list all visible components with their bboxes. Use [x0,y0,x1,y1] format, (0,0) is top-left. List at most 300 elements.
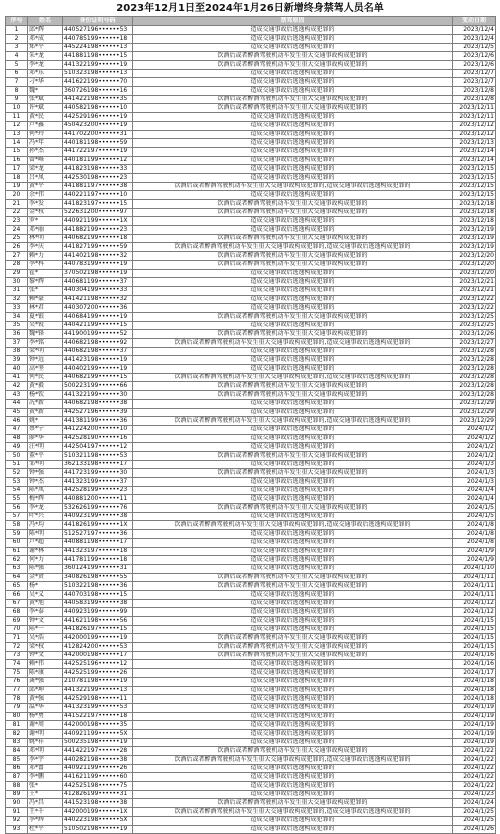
change-date-cell: 2023/12/19 [453,226,496,235]
row-number-cell: 69 [6,617,28,626]
table-row [6,790,496,799]
ban-reason-cell: 造成交通事故后逃逸构成犯罪的 [133,599,453,608]
ban-reason-cell: 造成交通事故后逃逸构成犯罪的 [133,712,453,721]
table-row [6,95,496,104]
id-number-cell: 442528199••••••23 [63,486,133,495]
change-date-cell: 2024/1/3 [453,460,496,469]
table-row [6,252,496,261]
row-number-cell: 52 [6,469,28,478]
change-date-cell: 2024/1/18 [453,677,496,686]
ban-reason-cell: 造成交通事故后逃逸构成犯罪的 [133,34,453,43]
row-number-cell: 25 [6,234,28,243]
ban-reason-cell: 饮酒后或者醉酒驾驶机动车发生重大交通事故构成犯罪的 [133,330,453,339]
person-name-cell: 朱*龙 [28,52,63,61]
row-number-cell: 81 [6,721,28,730]
person-name-cell: 董*平 [28,451,63,460]
ban-reason-cell: 饮酒后或者醉酒驾驶机动车发生重大交通事故构成犯罪的,造成交通事故后逃逸构成犯罪的 [133,243,453,252]
ban-reason-cell: 饮酒后或者醉酒驾驶机动车发生重大交通事故构成犯罪的 [133,799,453,808]
ban-reason-cell: 造成交通事故后逃逸构成犯罪的 [133,816,453,825]
table-row [6,200,496,209]
person-name-cell: 吕*凤 [28,173,63,182]
person-name-cell: 梁*明 [28,347,63,356]
change-date-cell: 2024/1/22 [453,764,496,773]
row-number-cell: 66 [6,590,28,599]
person-name-cell: 钟*远 [28,356,63,365]
table-row [6,321,496,330]
change-date-cell: 2024/1/19 [453,712,496,721]
row-number-cell: 15 [6,147,28,156]
person-name-cell: 林*君 [28,304,63,313]
table-row [6,226,496,235]
table-row [6,382,496,391]
table-row [6,373,496,382]
ban-reason-cell: 造成交通事故后逃逸构成犯罪的 [133,321,453,330]
row-number-cell: 11 [6,113,28,122]
change-date-cell: 2024/1/17 [453,669,496,678]
ban-reason-cell: 饮酒后或者醉酒驾驶机动车发生重大交通事故构成犯罪的 [133,234,453,243]
table-row [6,312,496,321]
id-number-cell: 440921199••••••5X [63,729,133,738]
ban-reason-cell: 造成交通事故后逃逸构成犯罪的 [133,269,453,278]
table-row [6,538,496,547]
change-date-cell: 2024/1/19 [453,738,496,747]
row-number-cell: 56 [6,504,28,513]
person-name-cell: 吴*浩 [28,634,63,643]
change-date-cell: 2024/1/4 [453,486,496,495]
id-number-cell: 442528190••••••16 [63,434,133,443]
id-number-cell: 441522197••••••18 [63,712,133,721]
row-number-cell: 35 [6,321,28,330]
change-date-cell: 2024/1/22 [453,747,496,756]
table-row [6,721,496,730]
table-row [6,634,496,643]
row-number-cell: 23 [6,217,28,226]
change-date-cell: 2024/1/22 [453,782,496,791]
person-name-cell: 冯*年 [28,139,63,148]
header-number: 序号 [6,17,28,26]
row-number-cell: 9 [6,95,28,104]
ban-reason-cell: 造成交通事故后逃逸构成犯罪的 [133,703,453,712]
person-name-cell: 邓*丽 [28,226,63,235]
ban-reason-cell: 造成交通事故后逃逸构成犯罪的 [133,660,453,669]
row-number-cell: 1 [6,26,28,35]
row-number-cell: 32 [6,295,28,304]
person-name-cell: 黄*强 [28,695,63,704]
ban-reason-cell: 造成交通事故后逃逸构成犯罪的 [133,495,453,504]
change-date-cell: 2023/12/12 [453,121,496,130]
row-number-cell: 50 [6,451,28,460]
ban-reason-cell: 造成交通事故后逃逸构成犯罪的 [133,530,453,539]
person-name-cell: 谢*明 [28,729,63,738]
change-date-cell: 2023/12/8 [453,95,496,104]
change-date-cell: 2024/1/9 [453,547,496,556]
table-row [6,34,496,43]
table-row [6,729,496,738]
ban-reason-cell: 造成交通事故后逃逸构成犯罪的 [133,460,453,469]
change-date-cell: 2023/12/18 [453,200,496,209]
ban-reason-cell: 造成交通事故后逃逸构成犯罪的 [133,434,453,443]
table-row [6,347,496,356]
row-number-cell: 28 [6,260,28,269]
table-row [6,165,496,174]
id-number-cell: 440921199••••••26 [63,764,133,773]
row-number-cell: 82 [6,729,28,738]
row-number-cell: 5 [6,61,28,70]
table-row [6,61,496,70]
row-number-cell: 24 [6,226,28,235]
table-row [6,104,496,113]
ban-reason-cell: 饮酒后或者醉酒驾驶机动车发生重大交通事故构成犯罪的 [133,504,453,513]
person-name-cell: 李*铭 [28,339,63,348]
table-row [6,417,496,426]
ban-reason-cell: 造成交通事故后逃逸构成犯罪的 [133,226,453,235]
id-number-cell: 441224200••••••10 [63,425,133,434]
person-name-cell: 黄*毅 [28,382,63,391]
change-date-cell: 2023/12/15 [453,165,496,174]
table-row [6,173,496,182]
row-number-cell: 91 [6,808,28,817]
ban-reason-cell: 造成交通事故后逃逸构成犯罪的 [133,113,453,122]
change-date-cell: 2024/1/11 [453,573,496,582]
id-number-cell: 440703198••••••15 [63,590,133,599]
ban-reason-cell: 饮酒后或者醉酒驾驶机动车发生重大交通事故构成犯罪的 [133,61,453,70]
row-number-cell: 67 [6,599,28,608]
id-number-cell: 441882199••••••23 [63,226,133,235]
row-number-cell: 18 [6,173,28,182]
person-name-cell: 梅*辉 [28,495,63,504]
id-number-cell: 440181199••••••12 [63,156,133,165]
person-name-cell: 邓*明 [28,747,63,756]
row-number-cell: 72 [6,643,28,652]
table-row [6,408,496,417]
person-name-cell: 邓*东 [28,69,63,78]
person-name-cell: 陈*康 [28,669,63,678]
id-number-cell: 442530198••••••23 [63,173,133,182]
ban-reason-cell: 饮酒后或者醉酒驾驶机动车发生重大交通事故构成犯罪的 [133,252,453,261]
ban-reason-cell: 造成交通事故后逃逸构成犯罪的 [133,165,453,174]
header-name: 姓名 [28,17,63,26]
id-number-cell: 442525196••••••12 [63,660,133,669]
ban-reason-cell: 造成交通事故后逃逸构成犯罪的 [133,782,453,791]
id-number-cell: 441323199••••••37 [63,478,133,487]
row-number-cell: 87 [6,773,28,782]
id-number-cell: 440682199••••••15 [63,373,133,382]
change-date-cell: 2024/1/2 [453,425,496,434]
person-name-cell: 谢*林 [28,547,63,556]
change-date-cell: 2023/12/18 [453,217,496,226]
person-name-cell: 冯*昌 [28,799,63,808]
id-number-cell: 440527196••••••53 [63,26,133,35]
row-number-cell: 38 [6,347,28,356]
change-date-cell: 2024/1/19 [453,729,496,738]
row-number-cell: 68 [6,608,28,617]
ban-reason-cell: 造成交通事故后逃逸构成犯罪的 [133,625,453,634]
row-number-cell: 45 [6,408,28,417]
id-number-cell: 210781198••••••19 [63,677,133,686]
id-number-cell: 441827199••••••59 [63,243,133,252]
id-number-cell: 360124199••••••31 [63,564,133,573]
row-number-cell: 17 [6,165,28,174]
change-date-cell: 2023/12/8 [453,87,496,96]
id-number-cell: 440282198••••••38 [63,756,133,765]
ban-reason-cell: 造成交通事故后逃逸构成犯罪的 [133,156,453,165]
ban-reason-cell: 造成交通事故后逃逸构成犯罪的 [133,191,453,200]
ban-reason-cell: 饮酒后或者醉酒驾驶机动车发生重大交通事故构成犯罪的 [133,747,453,756]
row-number-cell: 83 [6,738,28,747]
person-name-cell: 陈*一 [28,625,63,634]
change-date-cell: 2024/1/5 [453,504,496,513]
table-row [6,608,496,617]
id-number-cell: 510323198••••••13 [63,69,133,78]
table-row [6,677,496,686]
row-number-cell: 74 [6,660,28,669]
id-number-cell: 441900199••••••52 [63,330,133,339]
ban-reason-cell: 造成交通事故后逃逸构成犯罪的 [133,547,453,556]
change-date-cell: 2023/12/5 [453,43,496,52]
table-body [6,26,496,834]
person-name-cell: 黎*辉 [28,278,63,287]
id-number-cell: 340826198••••••55 [63,573,133,582]
person-name-cell: 魏* [28,87,63,96]
person-name-cell: 李*科 [28,260,63,269]
table-row [6,712,496,721]
table-row [6,260,496,269]
row-number-cell: 84 [6,747,28,756]
table-row [6,530,496,539]
ban-reason-cell: 造成交通事故后逃逸构成犯罪的 [133,590,453,599]
id-number-cell: 441826199••••••1X [63,521,133,530]
id-number-cell: 441722197••••••19 [63,147,133,156]
change-date-cell: 2023/12/22 [453,295,496,304]
person-name-cell: 钟*强 [28,469,63,478]
id-number-cell: 412826199••••••31 [63,790,133,799]
change-date-cell: 2024/1/9 [453,556,496,565]
person-name-cell: 林*明 [28,234,63,243]
row-number-cell: 60 [6,538,28,547]
id-number-cell: 440583199••••••38 [63,599,133,608]
ban-reason-cell: 造成交通事故后逃逸构成犯罪的 [133,408,453,417]
person-name-cell: 何*民 [28,373,63,382]
person-name-cell: 黄*民 [28,113,63,122]
person-name-cell: 张* [28,286,63,295]
table-row [6,660,496,669]
change-date-cell: 2024/1/12 [453,599,496,608]
row-number-cell: 85 [6,756,28,765]
table-row [6,669,496,678]
row-number-cell: 54 [6,486,28,495]
id-number-cell: 441322199••••••30 [63,391,133,400]
id-number-cell: 440785199••••••18 [63,34,133,43]
row-number-cell: 73 [6,651,28,660]
row-number-cell: 42 [6,382,28,391]
table-row [6,478,496,487]
id-number-cell: 441881198••••••15 [63,52,133,61]
id-number-cell: 440181198••••••59 [63,139,133,148]
ban-reason-cell: 饮酒后或者醉酒驾驶机动车发生重大交通事故构成犯罪的 [133,208,453,217]
person-name-cell: 卢*鑫 [28,121,63,130]
row-number-cell: 70 [6,625,28,634]
ban-reason-cell: 造成交通事故后逃逸构成犯罪的 [133,217,453,226]
row-number-cell: 78 [6,695,28,704]
change-date-cell: 2024/1/25 [453,808,496,817]
table-row [6,564,496,573]
row-number-cell: 65 [6,582,28,591]
change-date-cell: 2024/1/5 [453,512,496,521]
id-number-cell: 441622199••••••70 [63,78,133,87]
row-number-cell: 10 [6,104,28,113]
row-number-cell: 88 [6,782,28,791]
id-number-cell: 441823197••••••15 [63,200,133,209]
person-name-cell: 夏*银 [28,312,63,321]
person-name-cell: 余*伟 [28,191,63,200]
id-number-cell: 441823198••••••33 [63,165,133,174]
row-number-cell: 58 [6,521,28,530]
person-name-cell: 李*辉 [28,816,63,825]
id-number-cell: 442000199••••••1X [63,808,133,817]
ban-reason-cell: 造成交通事故后逃逸构成犯罪的 [133,295,453,304]
id-number-cell: 440783199••••••19 [63,260,133,269]
change-date-cell: 2024/1/26 [453,825,496,834]
id-number-cell: 500223199••••••66 [63,382,133,391]
id-number-cell: 512527197••••••36 [63,530,133,539]
table-row [6,286,496,295]
person-name-cell: 赖*力 [28,252,63,261]
change-date-cell: 2023/12/27 [453,339,496,348]
change-date-cell: 2023/12/29 [453,408,496,417]
id-number-cell: 442000198••••••17 [63,651,133,660]
ban-reason-cell: 造成交通事故后逃逸构成犯罪的 [133,564,453,573]
row-number-cell: 37 [6,339,28,348]
table-row [6,825,496,834]
table-row [6,425,496,434]
ban-reason-cell: 造成交通事故后逃逸构成犯罪的 [133,790,453,799]
table-row [6,243,496,252]
person-name-cell: 王*千 [28,808,63,817]
change-date-cell: 2024/1/2 [453,434,496,443]
ban-reason-cell: 造成交通事故后逃逸构成犯罪的 [133,478,453,487]
id-number-cell: 360726198••••••16 [63,87,133,96]
ban-reason-cell: 造成交通事故后逃逸构成犯罪的 [133,121,453,130]
id-number-cell: 440923199••••••38 [63,512,133,521]
change-date-cell: 2023/12/29 [453,399,496,408]
table-row [6,87,496,96]
change-date-cell: 2023/12/20 [453,260,496,269]
ban-reason-cell: 饮酒后或者醉酒驾驶机动车发生重大交通事故构成犯罪的 [133,52,453,61]
row-number-cell: 89 [6,790,28,799]
change-date-cell: 2023/12/18 [453,208,496,217]
row-number-cell: 64 [6,573,28,582]
row-number-cell: 77 [6,686,28,695]
table-row [6,816,496,825]
id-number-cell: 440682199••••••18 [63,234,133,243]
id-number-cell: 442529196••••••19 [63,113,133,122]
person-name-cell: 姚* [28,417,63,426]
table-row [6,703,496,712]
id-number-cell: 440923199••••••99 [63,608,133,617]
row-number-cell: 79 [6,703,28,712]
change-date-cell: 2024/1/22 [453,773,496,782]
table-row [6,330,496,339]
change-date-cell: 2023/12/28 [453,382,496,391]
change-date-cell: 2024/1/15 [453,617,496,626]
id-number-cell: 441422197••••••28 [63,747,133,756]
table-row [6,147,496,156]
row-number-cell: 14 [6,139,28,148]
change-date-cell: 2024/1/3 [453,478,496,487]
table-row [6,521,496,530]
row-number-cell: 8 [6,87,28,96]
table-row [6,486,496,495]
person-name-cell: 钟*杰 [28,478,63,487]
table-row [6,495,496,504]
row-number-cell: 30 [6,278,28,287]
id-number-cell: 441781199••••••18 [63,556,133,565]
ban-reason-cell: 造成交通事故后逃逸构成犯罪的 [133,677,453,686]
table-row [6,43,496,52]
id-number-cell: 441621199••••••60 [63,773,133,782]
row-number-cell: 21 [6,200,28,209]
row-number-cell: 76 [6,677,28,686]
person-name-cell: 邱*坤 [28,686,63,695]
table-row [6,556,496,565]
person-name-cell: 汪*明 [28,443,63,452]
table-row [6,356,496,365]
ban-reason-cell: 造成交通事故后逃逸构成犯罪的 [133,69,453,78]
change-date-cell: 2023/12/19 [453,234,496,243]
person-name-cell: 李*发 [28,200,63,209]
person-name-cell: 陈*强 [28,564,63,573]
row-number-cell: 44 [6,399,28,408]
change-date-cell: 2024/1/16 [453,651,496,660]
ban-reason-cell: 造成交通事故后逃逸构成犯罪的 [133,147,453,156]
row-number-cell: 4 [6,52,28,61]
change-date-cell: 2024/1/24 [453,799,496,808]
change-date-cell: 2024/1/11 [453,590,496,599]
ban-reason-cell: 造成交通事故后逃逸构成犯罪的 [133,729,453,738]
id-number-cell: 510502198••••••19 [63,825,133,834]
id-number-cell: 442527196••••••39 [63,408,133,417]
ban-reason-cell: 造成交通事故后逃逸构成犯罪的 [133,686,453,695]
person-name-cell: 钟*文 [28,617,63,626]
ban-reason-cell: 饮酒后或者醉酒驾驶机动车发生重大交通事故构成犯罪的,造成交通事故后逃逸构成犯罪的 [133,182,453,191]
id-number-cell: 440881198••••••17 [63,538,133,547]
table-row [6,582,496,591]
row-number-cell: 75 [6,669,28,678]
ban-reason-cell: 造成交通事故后逃逸构成犯罪的 [133,43,453,52]
id-number-cell: 441381199••••••36 [63,417,133,426]
change-date-cell: 2024/1/8 [453,521,496,530]
person-name-cell: 李*鹏 [28,773,63,782]
id-number-cell: 441323199••••••53 [63,703,133,712]
row-number-cell: 90 [6,799,28,808]
id-number-cell: 442525198••••••75 [63,782,133,791]
row-number-cell: 86 [6,764,28,773]
table-row [6,695,496,704]
id-number-cell: 441881197••••••38 [63,182,133,191]
table-row [6,643,496,652]
person-name-cell: 龚*强 [28,677,63,686]
row-number-cell: 26 [6,243,28,252]
change-date-cell: 2023/12/15 [453,173,496,182]
person-name-cell: 张*斌 [28,95,63,104]
id-number-cell: 442525199••••••26 [63,669,133,678]
row-number-cell: 12 [6,121,28,130]
table-row [6,208,496,217]
id-number-cell: 510322198••••••36 [63,582,133,591]
table-row [6,469,496,478]
id-number-cell: 442504197••••••12 [63,443,133,452]
change-date-cell: 2023/12/7 [453,78,496,87]
